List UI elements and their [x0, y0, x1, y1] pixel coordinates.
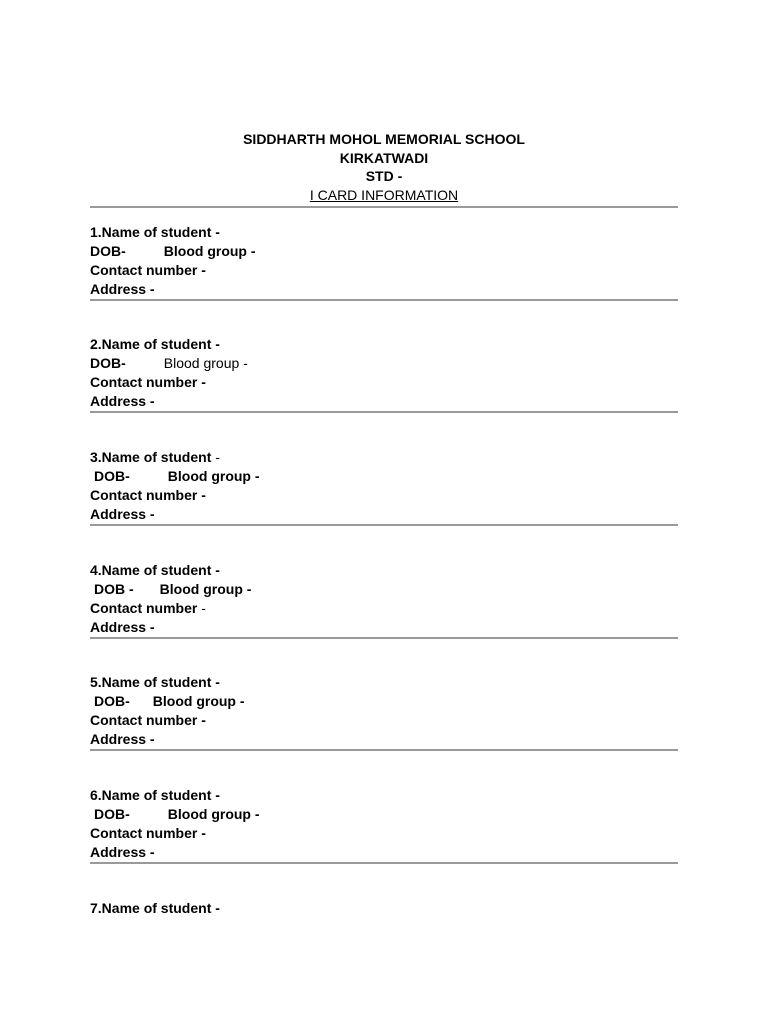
entry-divider-5 [90, 749, 678, 751]
dob-label: DOB- [90, 355, 126, 371]
standard-label: STD - [365, 168, 403, 184]
document-header [90, 130, 678, 204]
dob-blood-line [90, 242, 678, 261]
document-title [90, 186, 678, 205]
student-entry-1 [90, 223, 678, 299]
contact-number-label: Contact number - [90, 712, 206, 728]
student-name-label: 5.Name of student - [90, 674, 220, 690]
student-name-text: 3.Name of student [90, 449, 212, 465]
student-entry-7 [90, 899, 678, 918]
entry-divider-1 [90, 299, 678, 301]
blood-group-label: Blood group - [167, 806, 260, 822]
contact-number-label [90, 599, 678, 618]
dob-blood-line [90, 467, 678, 486]
contact-number-dash: - [197, 600, 206, 616]
address-label: Address - [90, 619, 155, 635]
entry-divider-2 [90, 411, 678, 413]
dob-label: DOB- [90, 243, 126, 259]
contact-number-text: Contact number [90, 600, 198, 616]
entry-divider-4 [90, 637, 678, 639]
student-entry-5 [90, 673, 678, 749]
contact-number-label: Contact number - [90, 262, 206, 278]
contact-number-label: Contact number - [90, 374, 206, 390]
address-label: Address - [90, 393, 155, 409]
student-name-label: 2.Name of student - [90, 336, 220, 352]
student-entry-2 [90, 335, 678, 411]
school-name: SIDDHARTH MOHOL MEMORIAL SCHOOL [243, 131, 525, 147]
entry-divider-3 [90, 524, 678, 526]
student-entry-3 [90, 448, 678, 524]
blood-group-label: Blood group - [152, 693, 245, 709]
contact-number-label: Contact number - [90, 487, 206, 503]
student-name-label: 7.Name of student - [90, 900, 220, 916]
student-name-dash: - [211, 449, 220, 465]
dob-label: DOB - [94, 581, 134, 597]
address-label: Address - [90, 731, 155, 747]
dob-blood-line [90, 580, 678, 599]
dob-blood-line [90, 692, 678, 711]
dob-label: DOB- [94, 693, 130, 709]
student-name-label: 1.Name of student - [90, 224, 220, 240]
dob-label: DOB- [94, 468, 130, 484]
address-label: Address - [90, 281, 155, 297]
student-name-label [90, 448, 678, 467]
dob-blood-line [90, 805, 678, 824]
student-entry-6 [90, 786, 678, 862]
header-divider [90, 206, 678, 208]
blood-group-label: Blood group - [167, 468, 260, 484]
school-location: KIRKATWADI [339, 149, 429, 166]
entry-divider-6 [90, 862, 678, 864]
contact-number-label: Contact number - [90, 825, 206, 841]
student-name-label: 6.Name of student - [90, 787, 220, 803]
blood-group-label: Blood group - [159, 581, 252, 597]
blood-group-label: Blood group - [163, 355, 248, 371]
document-title-text: I CARD INFORMATION [309, 186, 459, 203]
dob-label: DOB- [94, 806, 130, 822]
student-entry-4 [90, 561, 678, 637]
address-label: Address - [90, 506, 155, 522]
blood-group-label: Blood group - [163, 243, 256, 259]
dob-blood-line [90, 354, 678, 373]
student-name-label: 4.Name of student - [90, 562, 220, 578]
address-label: Address - [90, 844, 155, 860]
